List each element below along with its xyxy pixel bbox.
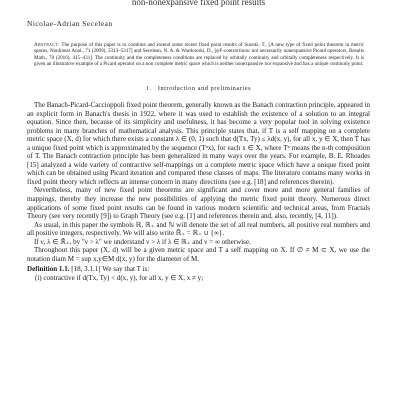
section-title: Introduction and preliminaries (157, 85, 252, 92)
abstract (34, 42, 364, 67)
author-name: Nicolae-Adrian Secelean (27, 19, 113, 28)
title-fragment: non-nonexpansive fixed point results (131, 0, 266, 7)
paragraph-3: As usual, in this paper the symbols ℝ, ℝ₊ and ℕ will denote the set of all real numbers, all positive real numbers and all positive integers, respectively. We will also write ℝ̄₊ = ℝ₊ ∪ {∞}. (27, 220, 370, 238)
definition-lead: We say that T is: (102, 265, 150, 274)
paragraph-4: If ν, λ ∈ ℝ̄₊, by "ν > λ" we understand ν > λ if λ ∈ ℝ₊ and ν = ∞ otherwise. (34, 237, 251, 246)
section-heading (27, 85, 370, 92)
definition-item-1: (i) contractive if d(Tx, Ty) < d(x, y), for all x, y ∈ X, x ≠ y; (35, 273, 204, 282)
definition-ref: [18, 3.1.1] (71, 265, 101, 274)
paper-page (27, 0, 370, 283)
paragraph-1: The Banach-Picard-Caccioppoli fixed point theorem, generally known as the Banach contraction principle, appeared in an explicit form in Banach's thesis in 1922, where it was used to establish the existence of a solution to an integral equation. Since then, because of its simplicity and usefulness, it has become a very popular tool in solving existence problems in many branches of mathematical analysis. This principle states that, if T is a self mapping on a complete metric space (X, d) for which there exists a constant λ ∈ (0, 1) such that d(Tx, Ty) ≤ λd(x, y), for all x, y ∈ X, then T has a unique fixed point which is approximated by the sequence (Tⁿx), for each x ∈ X, where Tⁿ means the n-th composition of T. The Banach contraction principle has been generalized in many ways over the years. For example, B. E. Rhoades [15] analyzed a wide variety of contractive self-mappings on a complete metric space which have a unique fixed point which can be obtained using Picard iteration and compared these classes of maps. The literature contains many works in fixed point theory which reflects an intense concern in many directions (see e.g. [18] and references therein). (27, 101, 370, 186)
paragraph-2: Nevertheless, many of new fixed point theorems are significant and cover more and more general families of mappings, thereby they increase the new possibilities of applying the metric fixed point theory. Numerous direct applications of some fixed point results can be found in various modern scientific and technical areas, from Fractals Theory (see very recently [9]) to Graph Theory (see e.g. [1] and references therein and, also, recently, [4, 11]). (27, 186, 370, 221)
section-number: 1. (145, 85, 152, 92)
abstract-label: Abstract. (34, 42, 60, 48)
paragraph-5: Throughout this paper (X, d) will be a given metric space and T a self mapping on X. If ∅ ≠ M ⊂ X, we use the notation diam M = sup x,y∈M d(x, y) for the diameter of M. (27, 246, 370, 263)
abstract-text: The purpose of this paper is to combine and extend some recent fixed point results of Suzuki, T., [A new type of fixed point theorem in metric spaces, Nonlinear Anal., 71 (2009), 5313–5317] and Secelean, N. A. & Wardowski, D., [ψF-contractions: not necessarily nonexpansive Picard operators, Results Math., 70 (2016), 415–431]. The continuity and the completeness conditions are replaced by orbitally continuity and orbitally completeness respectively. It is given an illustrative example of a Picard operator on a non complete metric space which is neither nonexpansive nor expansive and has a unique continuity point. (34, 42, 364, 67)
definition-label: Definition 1.1. (27, 265, 70, 274)
definition (27, 265, 370, 274)
